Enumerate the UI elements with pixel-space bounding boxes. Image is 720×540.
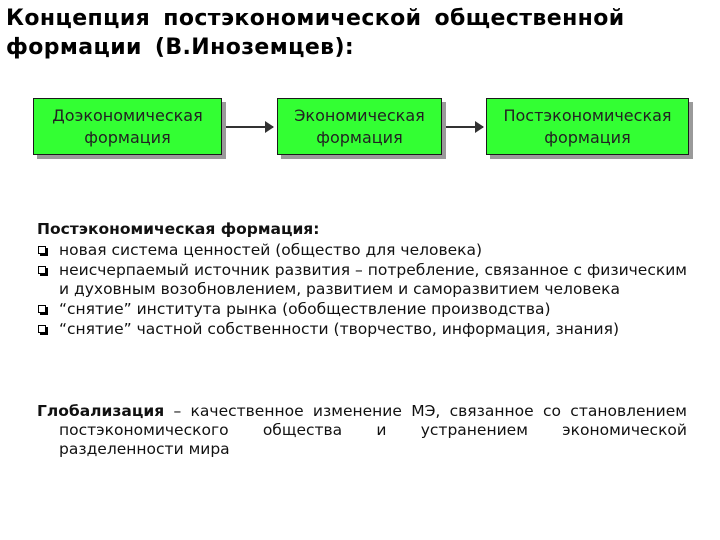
formation-flow-diagram xyxy=(0,0,720,200)
list-item xyxy=(37,241,687,260)
feature-list xyxy=(37,241,687,339)
arrow-right-icon xyxy=(226,126,273,128)
pre-economic-formation-box xyxy=(33,98,222,155)
slide-title: Концепция постэкономической общественной формации (В.Иноземцев): xyxy=(6,6,625,60)
post-economic-formation-box xyxy=(486,98,689,155)
definition-paragraph xyxy=(37,402,687,459)
section-heading: Постэкономическая формация: xyxy=(37,220,320,238)
square-bullet-icon xyxy=(38,325,46,333)
list-item-text: новая система ценностей (общество для человека) xyxy=(59,241,483,259)
list-item xyxy=(37,320,687,339)
definition-text: – качественное изменение МЭ, связанное со становлением постэкономического общества и устранением экономической разделенности мира xyxy=(59,402,687,458)
list-item xyxy=(37,300,687,319)
definition-term: Глобализация xyxy=(37,402,165,420)
globalization-definition xyxy=(37,402,687,459)
post-economic-section xyxy=(37,220,687,340)
arrow-right-icon xyxy=(446,126,483,128)
list-item-text: “снятие” частной собственности (творчество, информация, знания) xyxy=(59,320,619,338)
square-bullet-icon xyxy=(38,246,46,254)
square-bullet-icon xyxy=(38,305,46,313)
list-item xyxy=(37,261,687,299)
list-item-text: неисчерпаемый источник развития – потребление, связанное с физическим и духовным возобновлением, развитием и саморазвитием человека xyxy=(59,261,687,298)
square-bullet-icon xyxy=(38,266,46,274)
list-item-text: “снятие” института рынка (обобществление производства) xyxy=(59,300,551,318)
economic-formation-label: Экономическая формация xyxy=(294,105,425,147)
pre-economic-formation-label: Доэкономическая формация xyxy=(52,105,203,147)
economic-formation-box xyxy=(277,98,442,155)
post-economic-formation-label: Постэкономическая формация xyxy=(503,105,672,147)
